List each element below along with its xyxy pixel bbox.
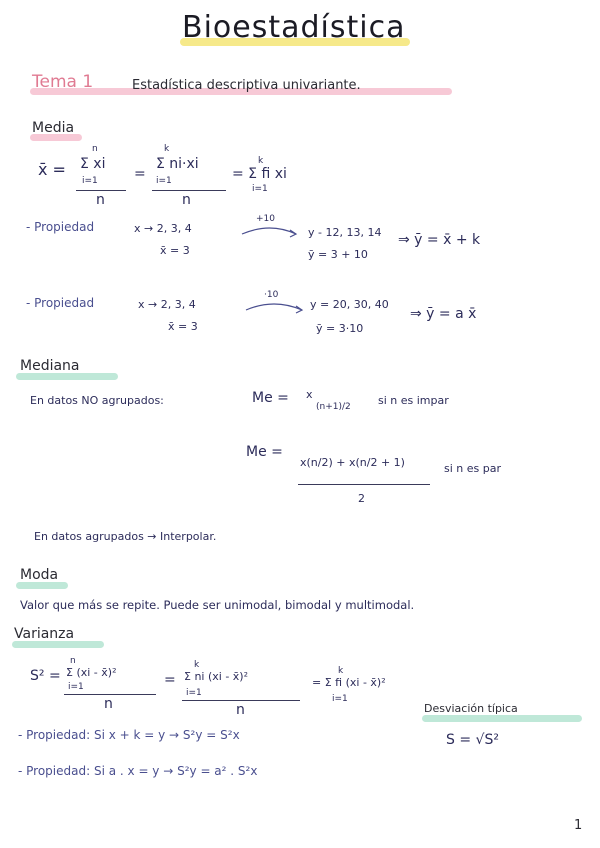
varianza-heading: Varianza	[14, 626, 75, 642]
media-sum2-top: k	[164, 144, 170, 154]
varianza-prop1: - Propiedad: Si x + k = y → S²y = S²x	[18, 728, 240, 742]
media-sum1: Σ xi	[80, 156, 106, 172]
media-prop1-xbar: x̄ = 3	[160, 244, 190, 257]
mediana-num2: x(n/2) + x(n/2 + 1)	[300, 456, 405, 469]
varianza-den2: n	[236, 702, 245, 718]
desviacion-heading: Desviación típica	[424, 702, 518, 715]
moda-heading: Moda	[20, 567, 59, 583]
media-sum3-top: k	[258, 156, 264, 166]
mediana-fraction-line	[298, 484, 430, 485]
moda-highlight	[16, 582, 68, 589]
media-eq2: = Σ fi xi	[232, 166, 287, 182]
media-prop1-arrow-label: +10	[256, 214, 275, 224]
varianza-fraction-line-2	[182, 700, 300, 701]
mediana-sub1: (n+1)/2	[316, 402, 351, 412]
media-prop2-x: x → 2, 3, 4	[138, 298, 196, 311]
varianza-eq: =	[164, 672, 176, 688]
media-fraction-line-2	[152, 190, 226, 191]
media-prop1-ybar: ȳ = 3 + 10	[308, 248, 368, 261]
varianza-sum3-top: k	[338, 666, 344, 676]
media-prop1-label: - Propiedad	[26, 220, 95, 234]
media-fraction-line-1	[76, 190, 126, 191]
media-prop1-x: x → 2, 3, 4	[134, 222, 192, 235]
media-prop2-y: y = 20, 30, 40	[310, 298, 389, 311]
media-prop2-result: ⇒ ȳ = a x̄	[410, 306, 477, 322]
varianza-num1-bot: i=1	[68, 682, 84, 692]
mediana-den2: 2	[358, 492, 365, 505]
tema-subtitle: Estadística descriptiva univariante.	[132, 78, 361, 93]
varianza-num1-top: n	[70, 656, 76, 666]
media-sum3-bot: i=1	[252, 184, 268, 194]
mediana-nogroup-label: En datos NO agrupados:	[30, 394, 164, 407]
media-prop2-arrow-label: ·10	[264, 290, 279, 300]
mediana-me2: Me =	[246, 444, 283, 460]
desviacion-formula: S = √S²	[446, 732, 499, 748]
mediana-me1: Me =	[252, 390, 289, 406]
varianza-sum3-bot: i=1	[332, 694, 348, 704]
mediana-x1: x	[306, 388, 313, 401]
media-sum1-top: n	[92, 144, 98, 154]
media-prop2-label: - Propiedad	[26, 296, 95, 310]
varianza-lhs: S² =	[30, 668, 61, 684]
mediana-group-label: En datos agrupados → Interpolar.	[34, 530, 217, 543]
varianza-den1: n	[104, 696, 113, 712]
media-prop2-ybar: ȳ = 3·10	[316, 322, 364, 335]
media-prop1-result: ⇒ ȳ = x̄ + k	[398, 232, 481, 248]
media-eq: =	[134, 166, 146, 182]
media-sum2: Σ ni·xi	[156, 156, 199, 172]
varianza-num2: Σ ni (xi - x̄)²	[184, 670, 249, 683]
media-prop1-y: y - 12, 13, 14	[308, 226, 382, 239]
mediana-highlight	[16, 373, 118, 380]
varianza-num2-top: k	[194, 660, 200, 670]
varianza-fraction-line-1	[64, 694, 156, 695]
mediana-cond2: si n es par	[444, 462, 501, 475]
tema-label: Tema 1	[32, 72, 94, 92]
desviacion-highlight	[422, 715, 582, 722]
media-prop2-xbar: x̄ = 3	[168, 320, 198, 333]
media-den1: n	[96, 192, 105, 208]
varianza-num2-bot: i=1	[186, 688, 202, 698]
media-sum2-bot: i=1	[156, 176, 172, 186]
media-lhs: x̄ =	[38, 160, 66, 179]
media-den2: n	[182, 192, 191, 208]
mediana-heading: Mediana	[20, 358, 80, 374]
moda-text: Valor que más se repite. Puede ser unimodal, bimodal y multimodal.	[20, 598, 415, 612]
mediana-cond1: si n es impar	[378, 394, 449, 407]
varianza-eq3: = Σ fi (xi - x̄)²	[312, 676, 386, 689]
media-heading: Media	[32, 120, 75, 136]
varianza-num1: Σ (xi - x̄)²	[66, 666, 117, 679]
curved-arrow-icon	[240, 222, 300, 240]
page-title: Bioestadística	[182, 10, 406, 45]
varianza-prop2: - Propiedad: Si a . x = y → S²y = a² . S²x	[18, 764, 258, 778]
curved-arrow-icon	[244, 298, 306, 316]
media-sum1-bot: i=1	[82, 176, 98, 186]
varianza-highlight	[12, 641, 104, 648]
page-number: 1	[574, 818, 583, 833]
